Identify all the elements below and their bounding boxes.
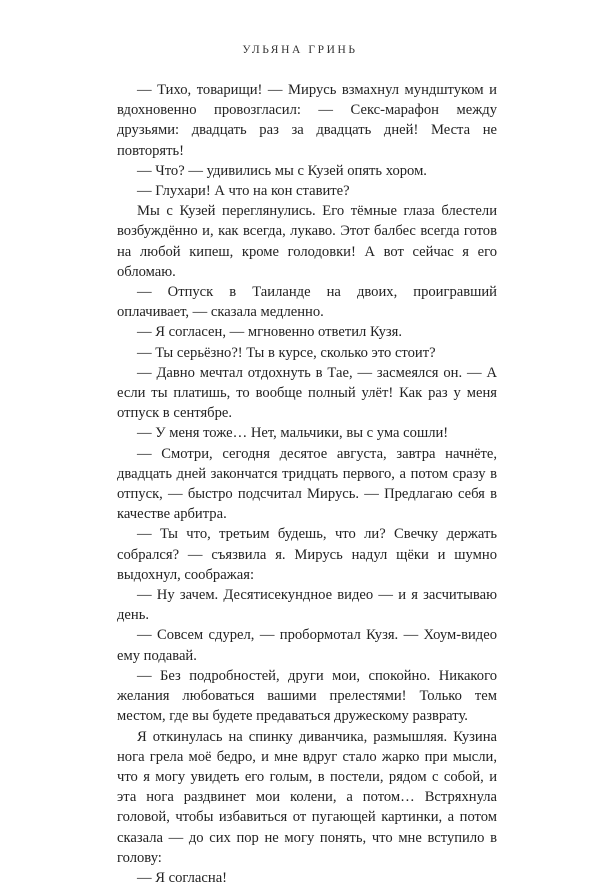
- paragraph: — Тихо, товарищи! — Мирусь взмахнул мундштуком и вдохновенно провозгласил: — Секс-марафон между друзьями: двадцать раз за двадцать дней! Места не повторять!: [117, 82, 497, 159]
- paragraph: — Совсем сдурел, — пробормотал Кузя. — Хоум-видео ему подавай.: [117, 627, 497, 664]
- paragraph: — Отпуск в Таиланде на двоих, проигравший оплачивает, — сказала медленно.: [117, 284, 497, 321]
- paragraph: — Смотри, сегодня десятое августа, завтра начнёте, двадцать дней закончатся тридцать первого, а потом сразу в отпуск, — быстро подсчитал Мирусь. — Предлагаю себя в качестве арбитра.: [117, 445, 497, 523]
- running-header: УЛЬЯНА ГРИНЬ: [242, 44, 358, 56]
- paragraph: — Давно мечтал отдохнуть в Тае, — засмеялся он. — А если ты платишь, то вообще полный улёт! Как раз у меня отпуск в сентябре.: [117, 364, 497, 422]
- paragraph: — У меня тоже… Нет, мальчики, вы с ума сошли!: [137, 425, 449, 442]
- paragraph: Я откинулась на спинку диванчика, размышляя. Кузина нога грела моё бедро, и мне вдруг стало жарко при мысли, что я могу увидеть его голым, в постели, рядом с собой, и эта нога раздвинет мои колени, а потом… Встряхнула головой, чтобы избавиться от пугающей картинки, а потом сказала — до сих пор не могу понять, что мне вступило в голову:: [117, 728, 497, 866]
- body-text: [117, 80, 497, 888]
- paragraph: — Ну зачем. Десятисекундное видео — и я засчитываю день.: [117, 587, 497, 624]
- paragraph: — Глухари! А что на кон ставите?: [137, 183, 350, 200]
- paragraph: — Ты серьёзно?! Ты в курсе, сколько это стоит?: [137, 344, 436, 361]
- paragraph: Мы с Кузей переглянулись. Его тёмные глаза блестели возбуждённо и, как всегда, лукаво. Этот балбес всегда готов на любой кипеш, кроме голодовки! А вот сейчас я его обломаю.: [117, 203, 497, 280]
- paragraph: — Что? — удивились мы с Кузей опять хором.: [137, 162, 427, 179]
- paragraph: — Я согласна!: [137, 869, 228, 886]
- paragraph: — Ты что, третьим будешь, что ли? Свечку держать собрался? — съязвила я. Мирусь надул щёки и шумно выдохнул, соображая:: [117, 526, 497, 583]
- paragraph: — Без подробностей, други мои, спокойно. Никакого желания любоваться вашими прелестями! Только тем местом, где вы будете предаваться дружескому разврату.: [117, 667, 497, 725]
- paragraph: — Я согласен, — мгновенно ответил Кузя.: [137, 324, 403, 341]
